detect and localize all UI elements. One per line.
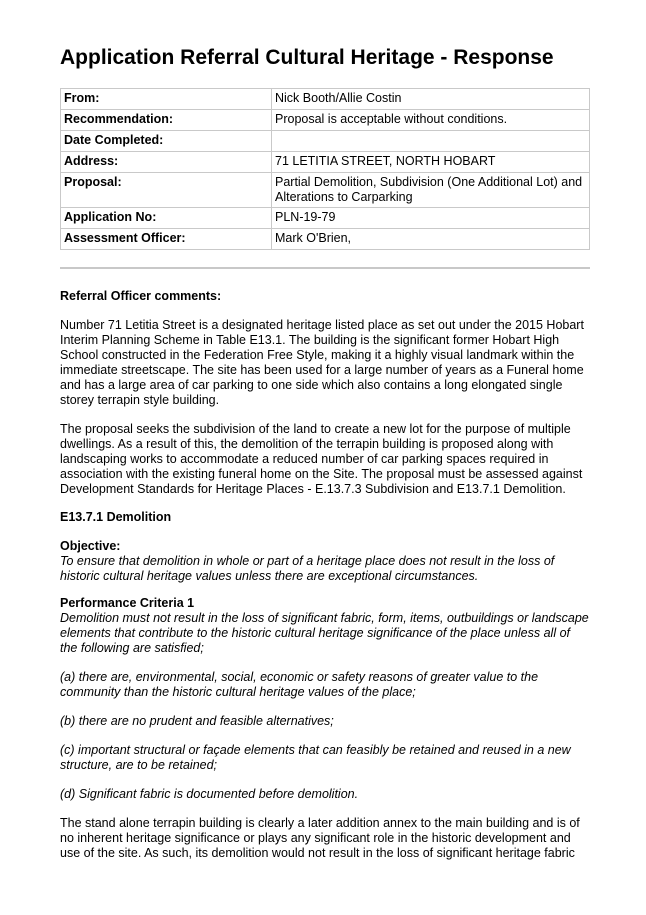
date-completed-value (272, 131, 590, 152)
table-row (61, 208, 590, 229)
recommendation-value: Proposal is acceptable without conditions. (272, 110, 590, 131)
table-row (61, 89, 590, 110)
comments-paragraph-3: The stand alone terrapin building is clearly a later addition annex to the main building and is of no inherent heritage significance or plays any significant role in the historic development and use of the site. As such, its demolition would not result in the loss of significant heritage fabric (60, 816, 580, 860)
application-no-label: Application No: (61, 208, 272, 229)
proposal-label: Proposal: (61, 173, 272, 208)
table-row (61, 173, 590, 208)
application-info-table (60, 88, 590, 250)
comments-paragraph-2: The proposal seeks the subdivision of the land to create a new lot for the purpose of multiple dwellings. As a result of this, the demolition of the terrapin building is proposed along with landscaping works to accommodate a reduced number of car parking spaces required in association with the existing funeral home on the Site. The proposal must be assessed against Development Standards for Heritage Places - E.13.7.3 Subdivision and E13.7.1 Demolition. (60, 422, 583, 496)
from-label: From: (61, 89, 272, 110)
performance-criteria-label: Performance Criteria 1 (60, 596, 195, 610)
recommendation-label: Recommendation: (61, 110, 272, 131)
table-row (61, 152, 590, 173)
comments-paragraph-1: Number 71 Letitia Street is a designated heritage listed place as set out under the 2015 Hobart Interim Planning Scheme in Table E13.1. The building is the significant former Hobart High School constructed in the Federation Free Style, making it a highly visual landmark within the immediate streetscape. The site has been used for a large number of years as a Funeral home and has a large area of car parking to one side which also contains a long elongated single storey terrapin style building. (60, 318, 584, 407)
criteria-item-b: (b) there are no prudent and feasible alternatives; (60, 714, 334, 728)
objective-label: Objective: (60, 539, 121, 553)
page-title: Application Referral Cultural Heritage - Response (60, 46, 554, 69)
assessment-officer-value: Mark O'Brien, (272, 229, 590, 250)
comments-heading: Referral Officer comments: (60, 289, 222, 303)
application-no-value: PLN-19-79 (272, 208, 590, 229)
table-row (61, 131, 590, 152)
proposal-value: Partial Demolition, Subdivision (One Additional Lot) and Alterations to Carparking (272, 173, 590, 208)
assessment-officer-label: Assessment Officer: (61, 229, 272, 250)
address-value: 71 LETITIA STREET, NORTH HOBART (272, 152, 590, 173)
criteria-item-a: (a) there are, environmental, social, economic or safety reasons of greater value to the community than the historic cultural heritage values of the place; (60, 670, 539, 699)
horizontal-divider (60, 267, 590, 269)
performance-criteria-text: Demolition must not result in the loss of significant fabric, form, items, outbuildings or landscape elements that contribute to the historic cultural heritage significance of the place unless all of the following are satisfied; (60, 611, 589, 655)
criteria-item-d: (d) Significant fabric is documented before demolition. (60, 787, 359, 801)
date-completed-label: Date Completed: (61, 131, 272, 152)
criteria-item-c: (c) important structural or façade elements that can feasibly be retained and reused in a new structure, are to be retained; (60, 743, 571, 772)
table-row (61, 110, 590, 131)
address-label: Address: (61, 152, 272, 173)
table-row (61, 229, 590, 250)
from-value: Nick Booth/Allie Costin (272, 89, 590, 110)
referral-comments (60, 289, 590, 861)
objective-text: To ensure that demolition in whole or part of a heritage place does not result in the loss of historic cultural heritage values unless there are exceptional circumstances. (60, 554, 555, 583)
section-heading-demolition: E13.7.1 Demolition (60, 510, 172, 524)
